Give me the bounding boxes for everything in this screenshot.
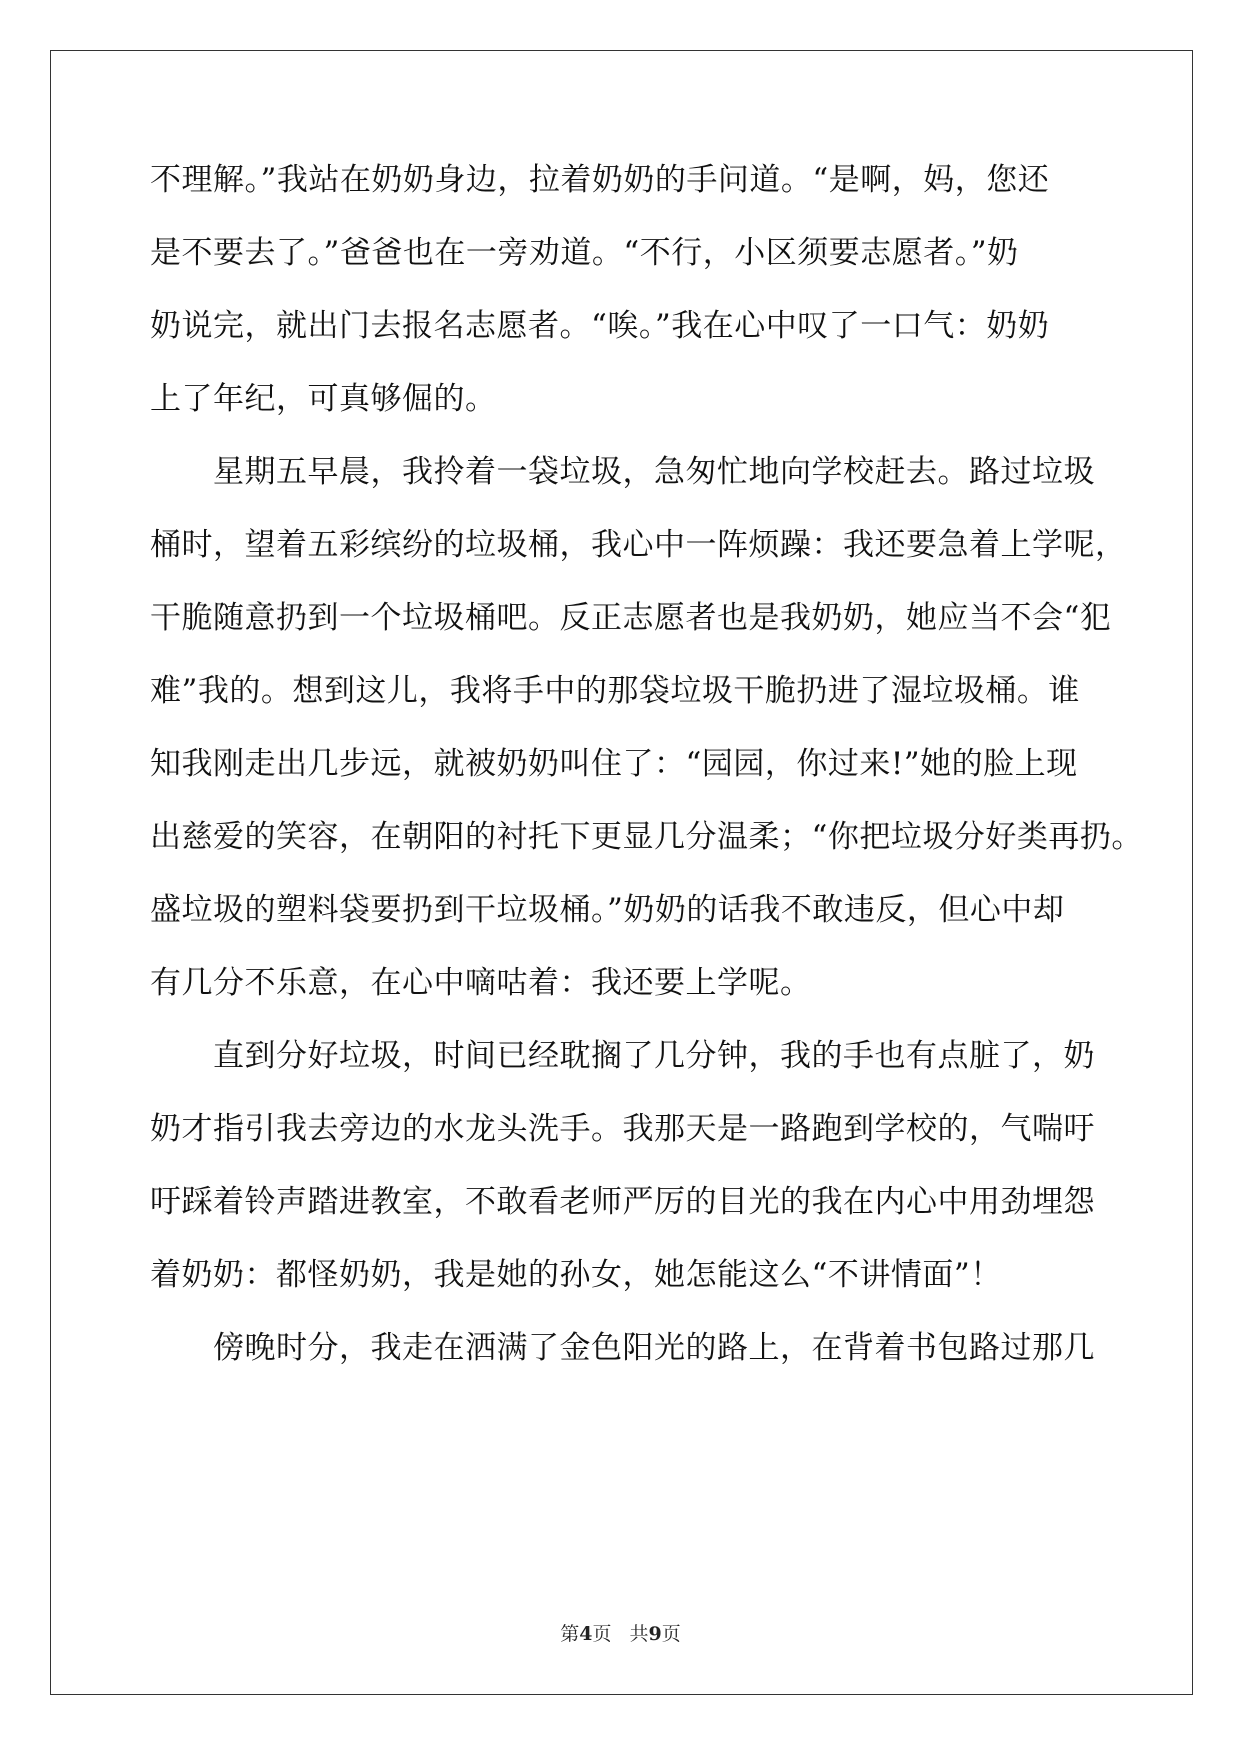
text-line: 奶说完，就出门去报名志愿者。“唉。”我在心中叹了一口气：奶奶 bbox=[150, 308, 1050, 344]
total-pages: 9 bbox=[648, 1623, 662, 1645]
page-border bbox=[50, 50, 1193, 1695]
text-line: 难”我的。想到这儿，我将手中的那袋垃圾干脆扔进了湿垃圾桶。谁 bbox=[150, 673, 1080, 709]
text-line: 干脆随意扔到一个垃圾桶吧。反正志愿者也是我奶奶，她应当不会“犯 bbox=[150, 600, 1112, 636]
text-line: 不理解。”我站在奶奶身边，拉着奶奶的手问道。“是啊，妈，您还 bbox=[150, 162, 1050, 198]
total-suffix: 页 bbox=[661, 1623, 681, 1645]
text-line: 星期五早晨，我拎着一袋垃圾，急匆忙地向学校赶去。路过垃圾 bbox=[150, 454, 1095, 490]
page-suffix: 页 bbox=[592, 1623, 612, 1645]
text-line: 盛垃圾的塑料袋要扔到干垃圾桶。”奶奶的话我不敢违反，但心中却 bbox=[150, 892, 1065, 928]
page-number: 4 bbox=[579, 1623, 593, 1645]
text-line: 是不要去了。”爸爸也在一旁劝道。“不行，小区须要志愿者。”奶 bbox=[150, 235, 1019, 271]
text-line: 奶才指引我去旁边的水龙头洗手。我那天是一路跑到学校的，气喘吁 bbox=[150, 1111, 1095, 1147]
page-prefix: 第 bbox=[560, 1623, 580, 1645]
page-footer bbox=[0, 1622, 1241, 1646]
text-line: 着奶奶：都怪奶奶，我是她的孙女，她怎能这么“不讲情面”！ bbox=[150, 1257, 1002, 1293]
text-line: 直到分好垃圾，时间已经耽搁了几分钟，我的手也有点脏了，奶 bbox=[150, 1038, 1095, 1074]
text-line: 有几分不乐意，在心中嘀咕着：我还要上学呢。 bbox=[150, 965, 812, 1001]
text-line: 吁踩着铃声踏进教室，不敢看老师严厉的目光的我在内心中用劲埋怨 bbox=[150, 1184, 1095, 1220]
total-prefix: 共 bbox=[629, 1623, 649, 1645]
text-line: 出慈爱的笑容，在朝阳的衬托下更显几分温柔；“你把垃圾分好类再扔。 bbox=[150, 819, 1143, 855]
text-line: 傍晚时分，我走在洒满了金色阳光的路上，在背着书包路过那几 bbox=[150, 1330, 1095, 1366]
text-line: 桶时，望着五彩缤纷的垃圾桶，我心中一阵烦躁：我还要急着上学呢， bbox=[150, 527, 1127, 563]
text-line: 知我刚走出几步远，就被奶奶叫住了：“园园，你过来!”她的脸上现 bbox=[150, 746, 1078, 782]
text-line: 上了年纪，可真够倔的。 bbox=[150, 381, 497, 417]
